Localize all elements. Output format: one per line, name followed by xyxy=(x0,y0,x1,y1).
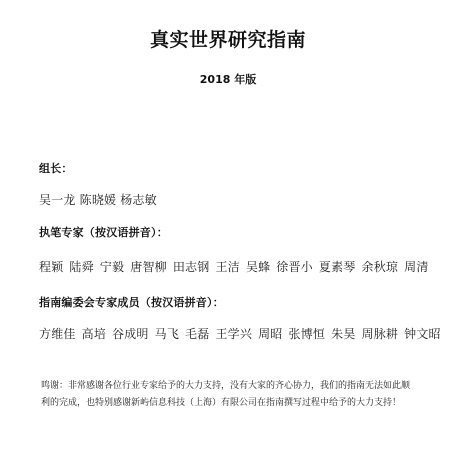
committee-section-label: 指南编委会专家成员（按汉语拼音）： xyxy=(39,296,224,309)
acknowledgement-paragraph xyxy=(41,378,423,412)
document-edition: 2018 年版 xyxy=(199,73,257,86)
writers-section-label: 执笔专家（按汉语拼音）： xyxy=(39,226,168,239)
leader-section-label: 组长： xyxy=(39,162,73,175)
leader-names: 吴一龙 陈晓媛 杨志敏 xyxy=(39,193,157,207)
acknowledgement-line-1: 鸣谢：非常感谢各位行业专家给予的大力支持，没有大家的齐心协力，我们的指南无法如此顺 xyxy=(41,381,411,391)
document-title: 真实世界研究指南 xyxy=(149,29,306,51)
committee-names: 方维佳 高培 谷成明 马飞 毛磊 王学兴 周昭 张博恒 朱昊 周脉耕 钟文昭 xyxy=(39,327,441,341)
writers-names: 程颖 陆舜 宁毅 唐智柳 田志钢 王洁 吴蜂 徐晋小 夏素琴 余秋琼 周清 xyxy=(39,260,429,274)
acknowledgement-line-2: 利的完成，也特别感谢新屿信息科技（上海）有限公司在指南撰写过程中给予的大力支持！ xyxy=(41,398,402,408)
